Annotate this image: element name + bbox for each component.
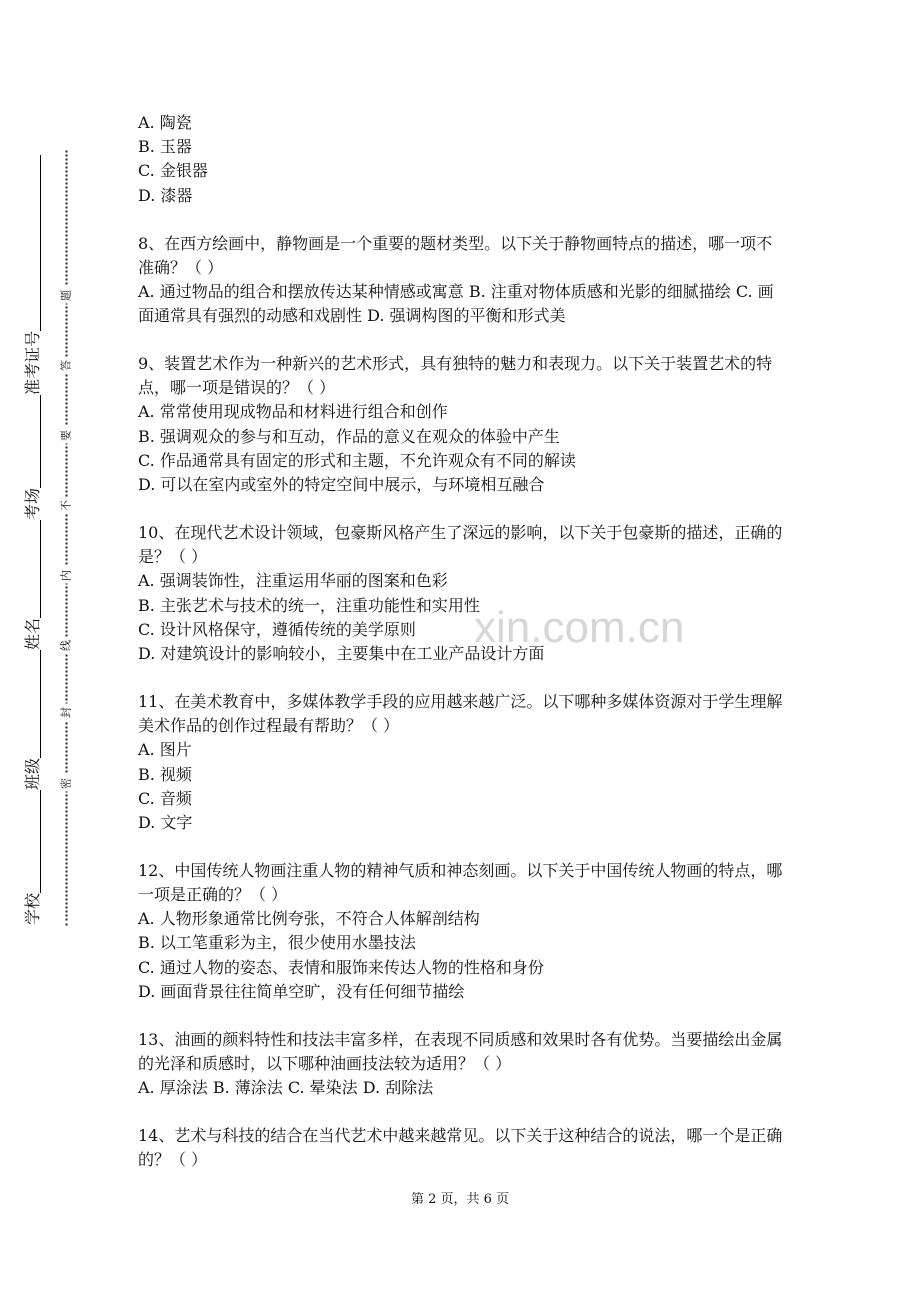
option-line: A. 强调装饰性，注重运用华丽的图案和色彩: [138, 571, 448, 591]
class-blank: [40, 650, 41, 758]
question-stem-line: 11、在美术教育中，多媒体教学手段的应用越来越广泛。以下哪种多媒体资源对于学生理解: [138, 691, 783, 711]
option-line: B. 以工笔重彩为主，很少使用水墨技法: [138, 933, 416, 953]
option-line: C. 通过人物的姿态、表情和服饰来传达人物的性格和身份: [138, 957, 544, 977]
seal-char: 不: [59, 497, 73, 514]
class-label: 班级: [23, 757, 42, 790]
option-line: A. 图片: [138, 740, 192, 760]
seal-strip: [58, 150, 74, 925]
option-line: C. 作品通常具有固定的形式和主题，不允许观众有不同的解读: [138, 450, 576, 470]
option-line: B. 主张艺术与技术的统一，注重功能性和实用性: [138, 595, 480, 615]
exam-number-label: 准考证号: [23, 330, 42, 395]
seal-char: 线: [59, 637, 73, 654]
option-line: C. 设计风格保守，遵循传统的美学原则: [138, 619, 416, 639]
option-line: D. 画面背景往往简单空旷，没有任何细节描绘: [138, 981, 465, 1001]
option-line: A. 厚涂法 B. 薄涂法 C. 晕染法 D. 刮除法: [138, 1078, 434, 1098]
option-line: C. 金银器: [138, 161, 208, 181]
question-stem-line: 点，哪一项是错误的？（ ）: [138, 378, 336, 398]
exam-room-blank: [40, 395, 41, 488]
seal-dotted-line: [65, 150, 67, 925]
option-line: A. 陶瓷: [138, 113, 192, 132]
option-line: B. 玉器: [138, 137, 192, 157]
seal-char: 密: [59, 775, 73, 792]
question-9: [138, 352, 782, 497]
option-line: C. 音频: [138, 788, 192, 808]
question-stem-line: 准确？（ ）: [138, 257, 224, 277]
option-line: B. 强调观众的参与和互动，作品的意义在观众的体验中产生: [138, 426, 560, 446]
name-label: 姓名: [23, 617, 42, 650]
question-stem-line: 12、中国传统人物画注重人物的精神气质和神态刻画。以下关于中国传统人物画的特点，哪: [138, 860, 783, 880]
seal-char: 封: [59, 704, 73, 721]
option-line: B. 视频: [138, 764, 192, 784]
option-line: D. 可以在室内或室外的特定空间中展示，与环境相互融合: [138, 475, 545, 495]
school-blank: [40, 790, 41, 893]
name-blank: [40, 520, 41, 618]
option-line: D. 文字: [138, 812, 193, 832]
exam-room-label: 考场: [23, 487, 42, 520]
watermark: xin.com.cn: [474, 603, 685, 652]
question-stem-line: 一项是正确的？（ ）: [138, 885, 288, 905]
question-stem-line: 10、在现代艺术设计领域，包豪斯风格产生了深远的影响，以下关于包豪斯的描述，正确的: [138, 523, 783, 543]
question-stem-line: 8、在西方绘画中，静物画是一个重要的题材类型。以下关于静物画特点的描述，哪一项不: [138, 233, 773, 253]
page-number: 第 2 页，共 6 页: [410, 1192, 510, 1207]
question-10: [138, 521, 782, 666]
question-stem-line: 14、艺术与科技的结合在当代艺术中越来越常见。以下关于这种结合的说法，哪一个是正确: [138, 1126, 783, 1146]
seal-char: 内: [59, 567, 73, 584]
question-stem-line: 13、油画的颜料特性和技法丰富多样，在表现不同质感和效果时各有优势。当要描绘出金属: [138, 1029, 783, 1049]
option-line: D. 漆器: [138, 185, 193, 205]
question-stem-line: 的？（ ）: [138, 1150, 208, 1170]
question-13: [138, 1028, 782, 1101]
question-stem-line: 美术作品的创作过程最有帮助？（ ）: [138, 716, 400, 736]
question-list: [138, 111, 782, 1173]
question-8: [138, 232, 782, 329]
exam-number-blank: [40, 155, 41, 331]
option-line: A. 通过物品的组合和摆放传达某种情感或寓意 B. 注重对物体质感和光影的细腻描绘 C. 画: [138, 281, 774, 301]
school-label: 学校: [23, 892, 42, 925]
question-7-options: [138, 111, 782, 208]
option-line: D. 对建筑设计的影响较小，主要集中在工业产品设计方面: [138, 643, 545, 663]
binding-fields: [21, 155, 43, 925]
seal-char: 题: [59, 287, 73, 304]
question-stem-line: 的光泽和质感时，以下哪种油画技法较为适用？（ ）: [138, 1053, 512, 1073]
question-14: [138, 1124, 782, 1172]
seal-char: 答: [59, 357, 73, 374]
option-line: A. 常常使用现成物品和材料进行组合和创作: [138, 402, 448, 422]
question-11: [138, 690, 782, 835]
question-12: [138, 859, 782, 1004]
question-stem-line: 9、装置艺术作为一种新兴的艺术形式，具有独特的魅力和表现力。以下关于装置艺术的特: [138, 354, 773, 374]
option-line: 面通常具有强烈的动感和戏剧性 D. 强调构图的平衡和形式美: [138, 306, 566, 326]
question-stem-line: 是？（ ）: [138, 547, 208, 567]
option-line: A. 人物形象通常比例夸张，不符合人体解剖结构: [138, 909, 480, 929]
seal-char: 要: [59, 427, 73, 444]
